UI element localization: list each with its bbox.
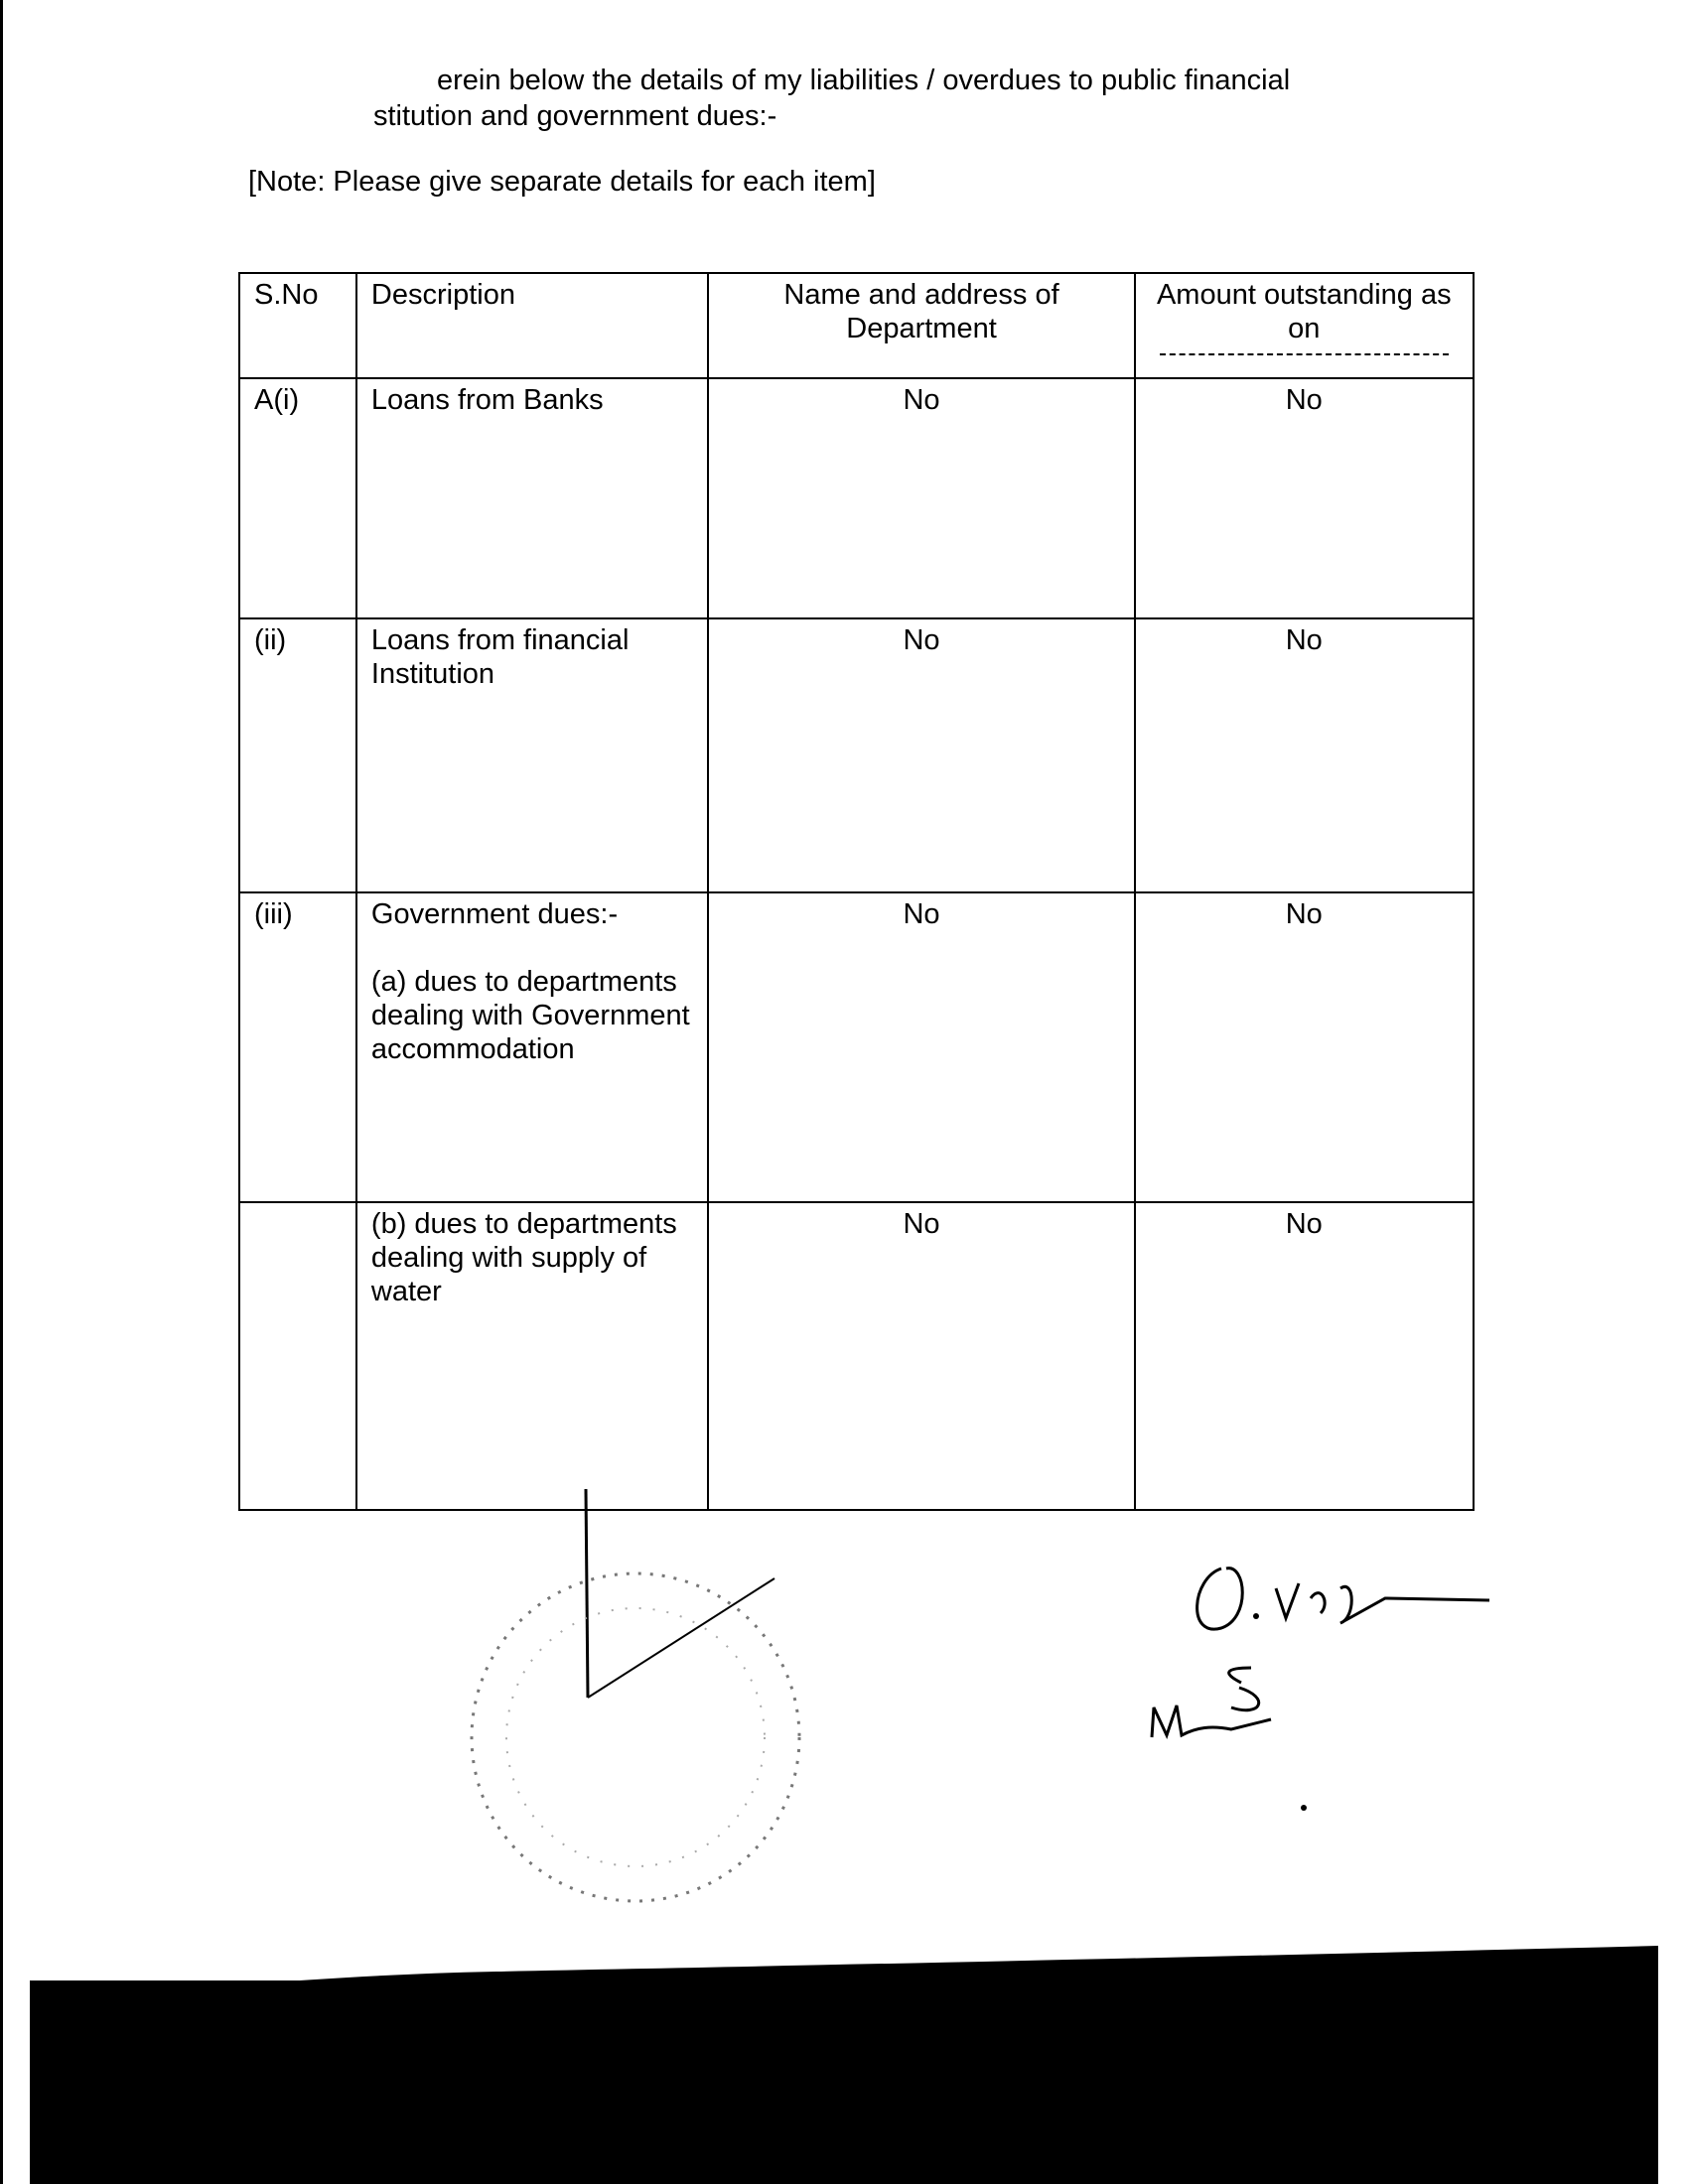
header-department: Name and address of Department: [708, 273, 1134, 378]
row-sno: A(i): [239, 378, 356, 618]
row-description-cell: [356, 892, 709, 1202]
table-row: [239, 1202, 1474, 1510]
initials-icon: [1142, 1678, 1291, 1762]
row-description-heading: Government dues:-: [370, 898, 619, 930]
intro-line-2: stitution and government dues:-: [373, 100, 777, 132]
row-description: (a) dues to departments dealing with Government accommodation: [370, 966, 690, 1065]
ink-dot: [1301, 1805, 1307, 1811]
table-header-row: [239, 273, 1474, 378]
row-amount: No: [1135, 378, 1474, 618]
row-description: Loans from Banks: [356, 378, 709, 618]
header-description: Description: [356, 273, 709, 378]
row-department: No: [708, 378, 1134, 618]
row-sno: [239, 1202, 356, 1510]
row-amount: No: [1135, 1202, 1474, 1510]
header-amount: [1135, 273, 1474, 378]
row-sno: (iii): [239, 892, 356, 1202]
row-amount: No: [1135, 892, 1474, 1202]
seal-stamp-icon: [437, 1489, 834, 1946]
header-sno: S.No: [239, 273, 356, 378]
row-sno: (ii): [239, 618, 356, 892]
row-description: Loans from financial Institution: [356, 618, 709, 892]
table-row: [239, 892, 1474, 1202]
table-row: [239, 618, 1474, 892]
row-description: (b) dues to departments dealing with supply of water: [356, 1202, 709, 1510]
note-text: [Note: Please give separate details for each item]: [248, 166, 876, 198]
date-blank-line: [1160, 351, 1449, 355]
scan-dark-area: [30, 1980, 1658, 2184]
intro-line-1: erein below the details of my liabilities / overdues to public financial: [437, 65, 1291, 96]
row-department: No: [708, 1202, 1134, 1510]
liabilities-table: [238, 272, 1475, 1511]
table-row: [239, 378, 1474, 618]
header-amount-label: Amount outstanding as on: [1156, 279, 1452, 344]
row-department: No: [708, 618, 1134, 892]
row-amount: No: [1135, 618, 1474, 892]
page-left-edge: [0, 0, 3, 2184]
row-department: No: [708, 892, 1134, 1202]
